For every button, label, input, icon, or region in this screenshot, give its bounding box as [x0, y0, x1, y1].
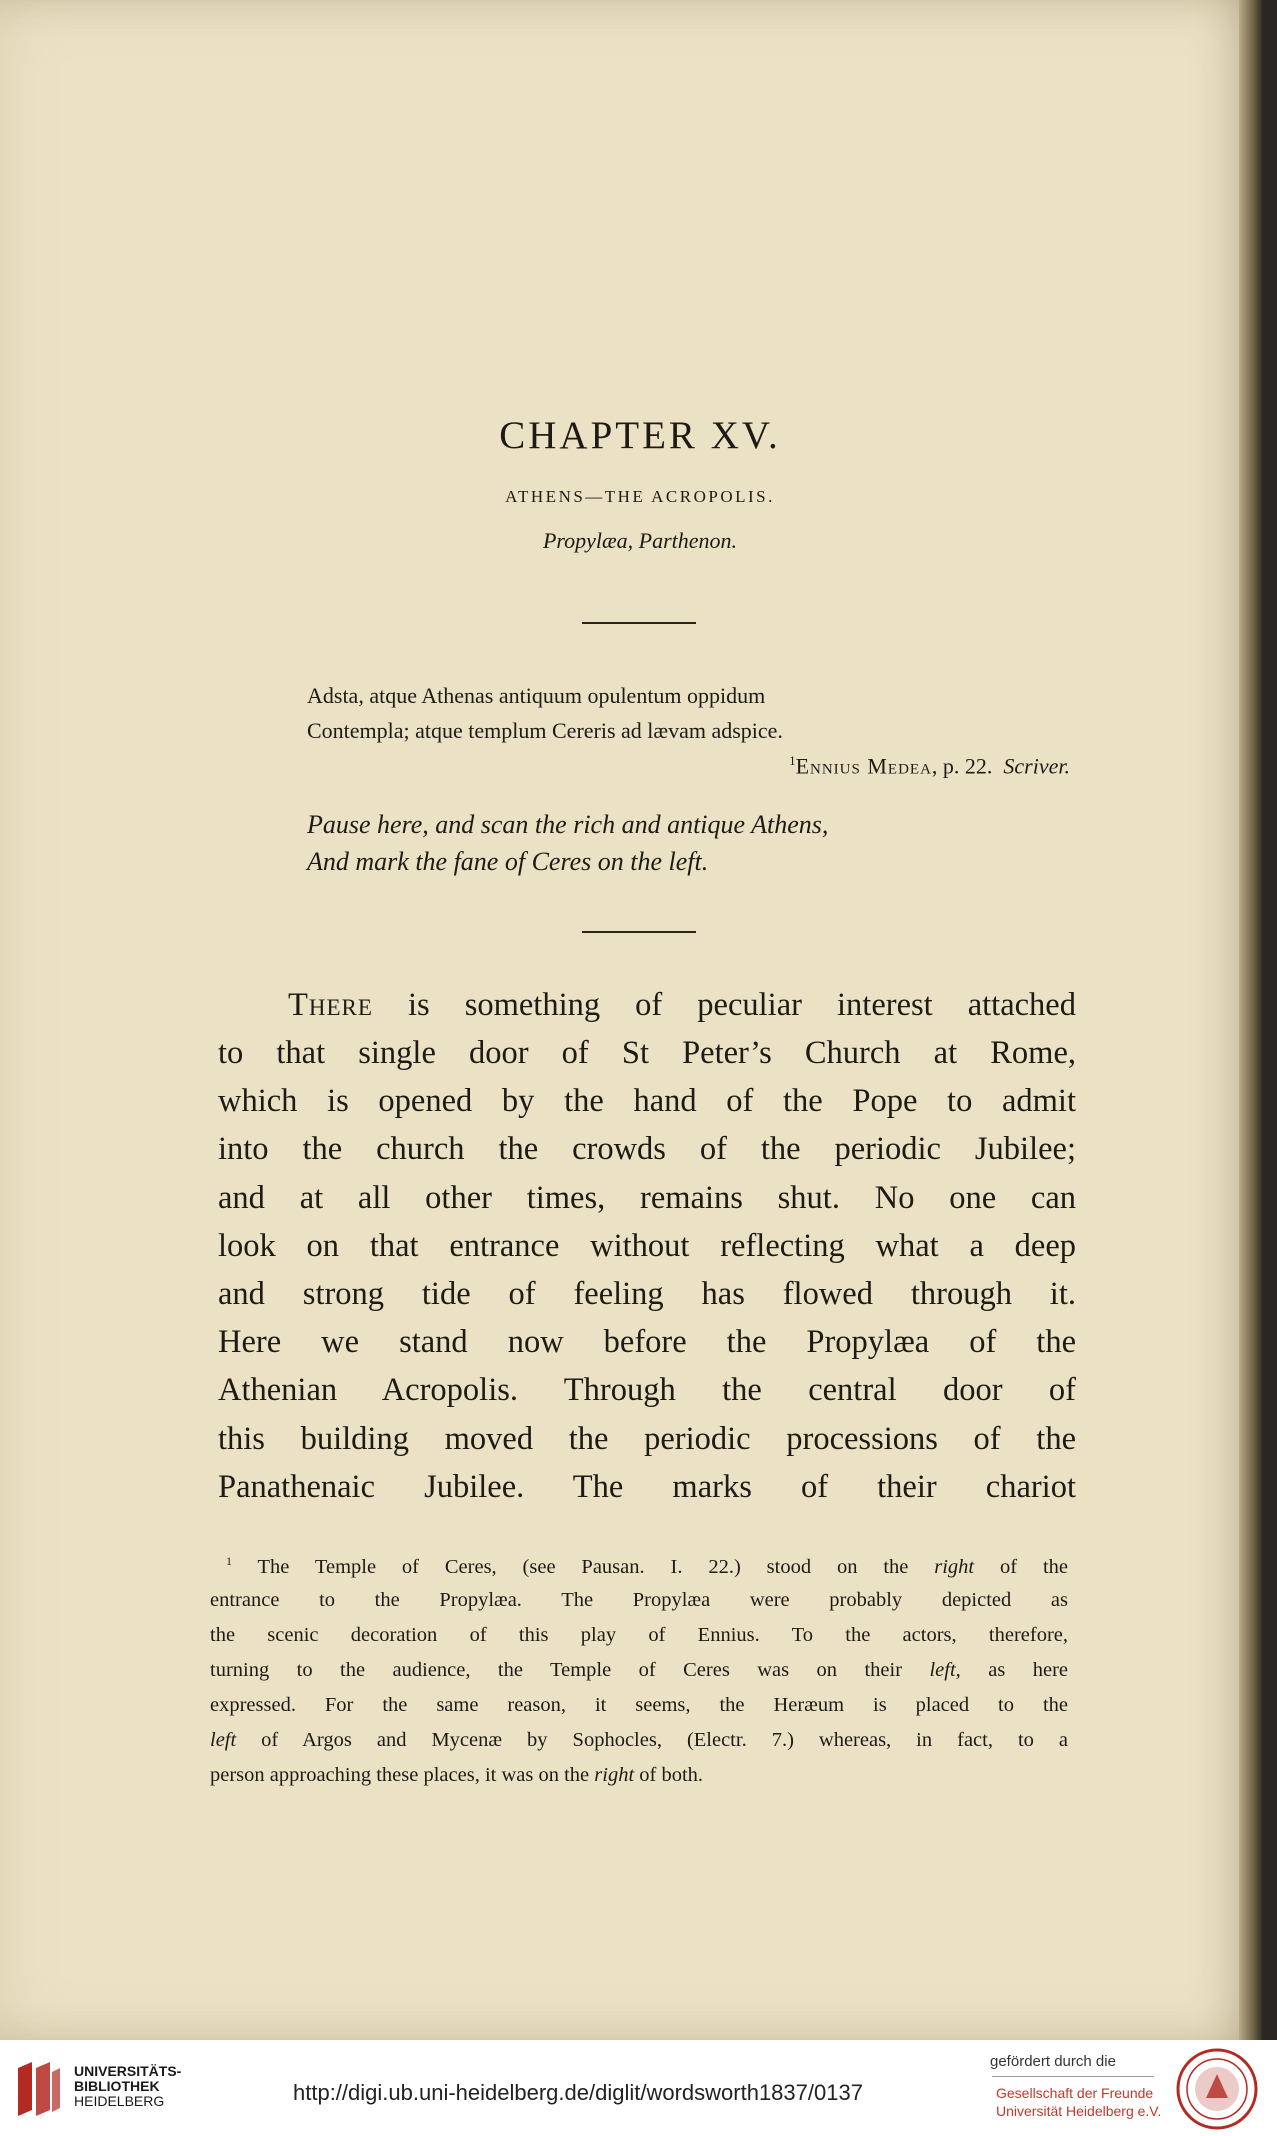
footnote-line: turning to the audience, the Temple of Ceres was on their left, as here — [210, 1659, 1068, 1681]
chapter-subhead: ATHENS—THE ACROPOLIS. — [505, 487, 775, 506]
digitization-footer — [0, 2040, 1277, 2136]
epigraph-line: Adsta, atque Athenas antiquum opulentum oppidum — [307, 683, 766, 708]
body-text-line: look on that entrance without reflecting what a deep — [218, 1228, 1076, 1264]
footnote-line: $^1$ The Temple of Ceres, (see Pausan. I. 22.) stood on the right of the — [226, 1554, 1068, 1578]
divider-rule — [582, 931, 696, 933]
footnote-marker: 1 — [789, 753, 796, 768]
body-text-line: to that single door of St Peter’s Church at Rome, — [218, 1035, 1076, 1071]
permalink-url[interactable]: http://digi.ub.uni-heidelberg.de/diglit/wordsworth1837/0137 — [293, 2080, 863, 2105]
citation-page: , p. 22. — [931, 753, 993, 779]
footnote-line: entrance to the Propylæa. The Propylæa were probably depicted as — [210, 1589, 1068, 1611]
footnote-line: person approaching these places, it was on the right of both. — [210, 1764, 704, 1786]
university-seal-icon — [1176, 2048, 1258, 2130]
university-library-logo-icon — [14, 2058, 64, 2116]
chapter-title: CHAPTER XV. — [499, 414, 781, 457]
footnote-line: expressed. For the same reason, it seems, the Heræum is placed to the — [210, 1694, 1068, 1716]
epigraph-translation: Pause here, and scan the rich and antique Athens, — [307, 810, 829, 839]
body-text-line: and strong tide of feeling has flowed through it. — [218, 1276, 1076, 1312]
footnote-line: left of Argos and Mycenæ by Sophocles, (Electr. 7.) whereas, in fact, to a — [210, 1729, 1068, 1751]
body-text-line: Panathenaic Jubilee. The marks of their chariot — [218, 1469, 1076, 1505]
sponsor-label: gefördert durch die — [990, 2053, 1116, 2070]
divider-rule — [582, 622, 696, 624]
body-text-line: Athenian Acropolis. Through the central door of — [218, 1372, 1076, 1408]
epigraph-line: Contempla; atque templum Cereris ad lævam adspice. — [307, 718, 783, 743]
sponsor-name: Gesellschaft der Freunde Universität Heidelberg e.V. — [996, 2085, 1162, 2119]
body-text-line: into the church the crowds of the periodic Jubilee; — [218, 1131, 1076, 1167]
chapter-subtitle: Propylæa, Parthenon. — [542, 528, 738, 553]
citation-source: Scriver. — [1003, 753, 1070, 779]
epigraph-translation: And mark the fane of Ceres on the left. — [307, 847, 709, 876]
citation-author: Ennius Medea — [795, 753, 932, 779]
body-text-line: this building moved the periodic processions of the — [218, 1421, 1076, 1457]
body-text-line: There is something of peculiar interest attached — [288, 987, 1076, 1023]
library-name: UNIVERSITÄTS- BIBLIOTHEK HEIDELBERG — [74, 2063, 182, 2109]
epigraph-citation — [789, 753, 1070, 779]
body-text-line: which is opened by the hand of the Pope to admit — [218, 1083, 1076, 1119]
body-text-line: Here we stand now before the Propylæa of the — [218, 1324, 1076, 1360]
body-text-line: and at all other times, remains shut. No one can — [218, 1180, 1076, 1216]
body-first-word: There — [288, 987, 373, 1023]
page-gutter — [1239, 0, 1262, 2040]
sponsor-divider — [992, 2076, 1154, 2077]
footnote-line: the scenic decoration of this play of Ennius. To the actors, therefore, — [210, 1624, 1068, 1646]
